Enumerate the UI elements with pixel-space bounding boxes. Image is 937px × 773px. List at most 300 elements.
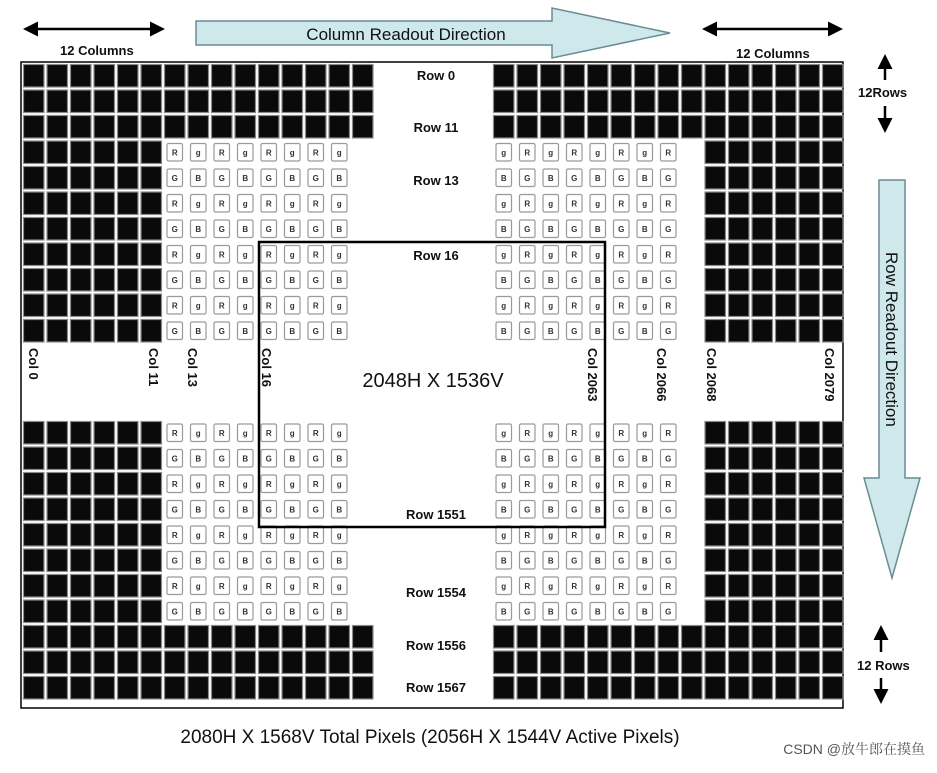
dark-pixel: [752, 294, 773, 317]
dark-pixel: [729, 192, 750, 215]
bayer-pixel-label: R: [171, 581, 178, 591]
dark-pixel: [517, 65, 538, 88]
bayer-pixel-label: R: [665, 301, 672, 311]
bayer-pixel-label: g: [642, 581, 648, 591]
dark-pixel: [47, 90, 68, 113]
dark-pixel: [776, 677, 797, 700]
dark-pixel: [799, 243, 820, 266]
bayer-pixel-label: G: [265, 173, 272, 183]
dark-pixel: [823, 524, 844, 547]
bayer-pixel-label: G: [171, 326, 178, 336]
dark-pixel: [799, 549, 820, 572]
bayer-pixel-label: G: [524, 224, 531, 234]
dark-pixel: [611, 651, 632, 674]
bayer-pixel-label: g: [336, 530, 342, 540]
dark-pixel: [752, 167, 773, 190]
dark-pixel: [776, 600, 797, 623]
dark-pixel: [47, 498, 68, 521]
dark-pixel: [564, 651, 585, 674]
dark-pixel: [776, 218, 797, 241]
dark-pixel: [564, 116, 585, 139]
bayer-pixel-label: G: [571, 326, 578, 336]
bayer-pixel-label: B: [641, 505, 648, 515]
dark-pixel: [118, 498, 139, 521]
active-window-label: 2048H X 1536V: [362, 370, 504, 392]
dark-pixel: [94, 243, 115, 266]
bayer-pixel-label: G: [665, 505, 672, 515]
bayer-pixel-label: B: [195, 224, 202, 234]
bayer-pixel-label: G: [571, 173, 578, 183]
dark-pixel: [682, 116, 703, 139]
bayer-pixel-label: R: [218, 301, 225, 311]
dark-pixel: [71, 320, 92, 343]
dark-pixel: [752, 524, 773, 547]
dark-pixel: [118, 447, 139, 470]
bayer-pixel-label: g: [242, 479, 248, 489]
dark-pixel: [118, 65, 139, 88]
bayer-pixel-label: B: [336, 326, 343, 336]
bayer-pixel-label: G: [618, 607, 625, 617]
dark-pixel: [141, 167, 162, 190]
bayer-pixel-label: g: [501, 428, 507, 438]
bayer-pixel-label: g: [242, 581, 248, 591]
bayer-pixel-label: G: [171, 224, 178, 234]
dark-pixel: [799, 651, 820, 674]
bayer-pixel-label: B: [336, 173, 343, 183]
bayer-pixel-label: g: [642, 479, 648, 489]
bayer-pixel-label: g: [242, 199, 248, 209]
bayer-pixel-label: G: [665, 454, 672, 464]
dark-pixel: [141, 626, 162, 649]
dark-pixel: [94, 218, 115, 241]
bayer-pixel-label: G: [571, 607, 578, 617]
bayer-pixel-label: g: [501, 301, 507, 311]
dark-pixel: [799, 320, 820, 343]
dark-pixel: [282, 65, 303, 88]
dark-pixel: [24, 575, 45, 598]
dark-pixel: [94, 473, 115, 496]
dark-pixel: [118, 575, 139, 598]
bayer-pixel-label: g: [548, 199, 554, 209]
bayer-pixel-label: R: [171, 250, 178, 260]
dark-pixel: [823, 447, 844, 470]
dark-pixel: [118, 141, 139, 164]
dark-pixel: [729, 626, 750, 649]
bayer-pixel-label: G: [312, 224, 319, 234]
dark-pixel: [776, 116, 797, 139]
bayer-pixel-label: R: [571, 148, 578, 158]
bayer-pixel-label: B: [289, 556, 296, 566]
dark-pixel: [141, 243, 162, 266]
bayer-pixel-label: G: [571, 454, 578, 464]
bayer-pixel-label: B: [336, 607, 343, 617]
dark-pixel: [306, 677, 327, 700]
dark-pixel: [47, 549, 68, 572]
bayer-pixel-label: g: [595, 530, 601, 540]
dark-pixel: [705, 192, 726, 215]
dark-pixel: [47, 116, 68, 139]
bayer-pixel-label: B: [289, 326, 296, 336]
dark-pixel: [47, 192, 68, 215]
dark-pixel: [353, 65, 374, 88]
dark-pixel: [776, 90, 797, 113]
dark-pixel: [705, 320, 726, 343]
dark-pixel: [47, 651, 68, 674]
bayer-pixel-label: R: [524, 250, 531, 260]
bayer-pixel-label: g: [195, 250, 201, 260]
dark-pixel: [212, 677, 233, 700]
dark-pixel: [776, 294, 797, 317]
dark-pixel: [494, 90, 515, 113]
dark-pixel: [705, 575, 726, 598]
bayer-pixel-label: g: [336, 250, 342, 260]
dark-pixel: [71, 524, 92, 547]
dark-pixel: [306, 626, 327, 649]
dark-pixel: [188, 651, 209, 674]
dark-pixel: [752, 320, 773, 343]
dark-pixel: [541, 677, 562, 700]
bayer-pixel-label: g: [336, 428, 342, 438]
dark-pixel: [24, 651, 45, 674]
bayer-pixel-label: R: [524, 428, 531, 438]
bayer-pixel-label: B: [547, 607, 554, 617]
dark-pixel: [71, 498, 92, 521]
bayer-pixel-label: g: [548, 250, 554, 260]
bayer-pixel-label: G: [312, 454, 319, 464]
row-1551-label: Row 1551: [406, 507, 466, 522]
row-11-label: Row 11: [413, 120, 459, 135]
bayer-pixel-label: G: [524, 505, 531, 515]
dark-pixel: [282, 677, 303, 700]
dark-pixel: [752, 116, 773, 139]
dark-pixel: [47, 677, 68, 700]
bayer-pixel-label: G: [665, 275, 672, 285]
dark-pixel: [588, 90, 609, 113]
dark-pixel: [188, 677, 209, 700]
dark-pixel: [306, 116, 327, 139]
dark-pixel: [47, 243, 68, 266]
bayer-pixel-label: R: [312, 148, 319, 158]
dark-pixel: [47, 447, 68, 470]
bayer-pixel-label: R: [571, 199, 578, 209]
dark-pixel: [635, 116, 656, 139]
dark-pixel: [71, 626, 92, 649]
dark-pixel: [799, 473, 820, 496]
dark-pixel: [729, 116, 750, 139]
dark-pixel: [259, 677, 280, 700]
dark-pixel: [635, 626, 656, 649]
bayer-pixel-label: g: [336, 148, 342, 158]
dark-pixel: [682, 651, 703, 674]
dark-pixel: [517, 116, 538, 139]
bayer-pixel-label: B: [195, 607, 202, 617]
dark-pixel: [729, 218, 750, 241]
dark-pixel: [329, 651, 350, 674]
dark-pixel: [729, 677, 750, 700]
bayer-pixel-label: R: [524, 479, 531, 489]
bayer-pixel-label: B: [594, 454, 601, 464]
dark-pixel: [329, 677, 350, 700]
dark-pixel: [24, 677, 45, 700]
dark-pixel: [705, 116, 726, 139]
dark-pixel: [823, 90, 844, 113]
dark-pixel: [94, 447, 115, 470]
dark-pixel: [705, 524, 726, 547]
bayer-pixel-label: R: [265, 250, 272, 260]
dark-pixel: [94, 294, 115, 317]
dark-pixel: [94, 575, 115, 598]
bayer-pixel-label: g: [242, 148, 248, 158]
dark-pixel: [752, 626, 773, 649]
bayer-pixel-label: G: [524, 454, 531, 464]
bayer-pixel-label: R: [571, 479, 578, 489]
dark-pixel: [47, 320, 68, 343]
dark-pixel: [776, 498, 797, 521]
bayer-pixel-label: R: [218, 479, 225, 489]
dark-pixel: [71, 651, 92, 674]
bayer-pixel-label: G: [171, 173, 178, 183]
dark-pixel: [141, 320, 162, 343]
bayer-pixel-label: g: [289, 428, 295, 438]
bayer-pixel-label: G: [618, 326, 625, 336]
bayer-pixel-label: g: [289, 479, 295, 489]
dark-pixel: [611, 626, 632, 649]
twelve-rows-bottom-label: 12 Rows: [857, 658, 910, 673]
dark-pixel: [24, 498, 45, 521]
dark-pixel: [799, 422, 820, 445]
row-1567-label: Row 1567: [406, 680, 466, 695]
dark-pixel: [823, 575, 844, 598]
watermark-text: CSDN @放牛郎在摸鱼: [783, 741, 925, 757]
dark-pixel: [71, 549, 92, 572]
dark-pixel: [541, 65, 562, 88]
bayer-pixel-label: B: [500, 224, 507, 234]
dark-pixel: [799, 218, 820, 241]
dark-pixel: [165, 65, 186, 88]
dark-pixel: [823, 473, 844, 496]
dark-pixel: [235, 651, 256, 674]
dark-pixel: [47, 269, 68, 292]
bayer-pixel-label: B: [500, 275, 507, 285]
bayer-pixel-label: g: [548, 428, 554, 438]
dark-pixel: [564, 677, 585, 700]
bayer-pixel-label: G: [312, 505, 319, 515]
bayer-pixel-label: G: [265, 326, 272, 336]
bayer-pixel-label: g: [336, 301, 342, 311]
dark-pixel: [729, 549, 750, 572]
bayer-pixel-label: g: [595, 479, 601, 489]
dark-pixel: [71, 294, 92, 317]
dark-pixel: [71, 90, 92, 113]
dark-pixel: [776, 575, 797, 598]
dark-pixel: [141, 600, 162, 623]
dark-pixel: [799, 90, 820, 113]
bayer-pixel-label: R: [312, 581, 319, 591]
dark-pixel: [705, 498, 726, 521]
bayer-pixel-label: R: [312, 301, 319, 311]
bayer-pixel-label: R: [312, 428, 319, 438]
bayer-pixel-label: g: [642, 428, 648, 438]
dark-pixel: [24, 65, 45, 88]
bayer-pixel-label: g: [195, 301, 201, 311]
dark-pixel: [212, 116, 233, 139]
dark-pixel: [118, 524, 139, 547]
dark-pixel: [705, 422, 726, 445]
dark-pixel: [823, 116, 844, 139]
dark-pixel: [823, 141, 844, 164]
bayer-pixel-label: R: [618, 581, 625, 591]
dark-pixel: [658, 65, 679, 88]
bayer-pixel-label: g: [195, 148, 201, 158]
col-13-label: Col 13: [185, 348, 200, 388]
dark-pixel: [353, 626, 374, 649]
bayer-pixel-label: g: [548, 479, 554, 489]
bayer-pixel-label: B: [500, 454, 507, 464]
dark-pixel: [776, 65, 797, 88]
dark-pixel: [823, 320, 844, 343]
bayer-pixel-label: B: [500, 505, 507, 515]
col-2063-label: Col 2063: [585, 348, 600, 402]
dark-pixel: [141, 116, 162, 139]
dark-pixel: [564, 65, 585, 88]
dark-pixel: [24, 473, 45, 496]
bayer-pixel-label: B: [547, 505, 554, 515]
dark-pixel: [752, 447, 773, 470]
dark-pixel: [776, 473, 797, 496]
bayer-pixel-label: g: [336, 479, 342, 489]
bayer-pixel-label: R: [665, 250, 672, 260]
bayer-pixel-label: R: [171, 428, 178, 438]
col-2079-label: Col 2079: [822, 348, 837, 402]
dark-pixel: [799, 626, 820, 649]
dark-pixel: [24, 320, 45, 343]
dark-pixel: [141, 549, 162, 572]
bayer-pixel-label: g: [501, 530, 507, 540]
dark-pixel: [611, 116, 632, 139]
dark-pixel: [588, 65, 609, 88]
dark-pixel: [705, 600, 726, 623]
dark-pixel: [799, 575, 820, 598]
dark-pixel: [353, 651, 374, 674]
bayer-pixel-label: G: [218, 607, 225, 617]
dark-pixel: [118, 549, 139, 572]
dark-pixel: [94, 600, 115, 623]
dark-pixel: [212, 626, 233, 649]
bayer-pixel-label: B: [242, 505, 249, 515]
dark-pixel: [24, 116, 45, 139]
bayer-pixel-label: B: [547, 556, 554, 566]
bayer-pixel-label: B: [641, 454, 648, 464]
bayer-pixel-label: g: [642, 530, 648, 540]
bayer-pixel-label: g: [548, 148, 554, 158]
bayer-pixel-label: B: [289, 224, 296, 234]
dark-pixel: [588, 651, 609, 674]
dark-pixel: [47, 422, 68, 445]
bayer-pixel-label: G: [218, 224, 225, 234]
dark-pixel: [541, 116, 562, 139]
dark-pixel: [752, 600, 773, 623]
dark-pixel: [729, 269, 750, 292]
dark-pixel: [118, 167, 139, 190]
bayer-pixel-label: R: [571, 581, 578, 591]
dark-pixel: [564, 626, 585, 649]
col-11-label: Col 11: [146, 348, 161, 387]
dark-pixel: [729, 600, 750, 623]
bayer-pixel-label: G: [265, 556, 272, 566]
bayer-pixel-label: B: [594, 173, 601, 183]
bayer-pixel-label: g: [501, 250, 507, 260]
bayer-pixel-label: G: [618, 275, 625, 285]
dark-pixel: [94, 65, 115, 88]
dark-pixel: [141, 192, 162, 215]
dark-pixel: [658, 116, 679, 139]
dark-pixel: [24, 626, 45, 649]
bayer-pixel-label: g: [548, 301, 554, 311]
dark-pixel: [494, 116, 515, 139]
dark-pixel: [118, 677, 139, 700]
dark-pixel: [729, 498, 750, 521]
dark-pixel: [823, 294, 844, 317]
bayer-pixel-label: g: [195, 530, 201, 540]
dark-pixel: [823, 243, 844, 266]
bayer-pixel-label: B: [195, 173, 202, 183]
dark-pixel: [188, 65, 209, 88]
dark-pixel: [588, 116, 609, 139]
bayer-pixel-label: G: [571, 275, 578, 285]
dark-pixel: [212, 651, 233, 674]
bayer-pixel-label: B: [641, 556, 648, 566]
dark-pixel: [705, 269, 726, 292]
bayer-pixel-label: R: [218, 148, 225, 158]
bayer-pixel-label: R: [571, 250, 578, 260]
dark-pixel: [141, 498, 162, 521]
dark-pixel: [165, 626, 186, 649]
bayer-pixel-label: G: [665, 326, 672, 336]
dark-pixel: [705, 447, 726, 470]
dark-pixel: [94, 90, 115, 113]
dark-pixel: [47, 65, 68, 88]
dark-pixel: [306, 65, 327, 88]
dark-pixel: [94, 320, 115, 343]
bayer-pixel-label: R: [665, 199, 672, 209]
dark-pixel: [823, 626, 844, 649]
dark-pixel: [752, 192, 773, 215]
dark-pixel: [118, 243, 139, 266]
dark-pixel: [47, 575, 68, 598]
bayer-pixel-label: G: [665, 224, 672, 234]
dark-pixel: [823, 498, 844, 521]
bayer-pixel-label: R: [618, 301, 625, 311]
dark-pixel: [118, 116, 139, 139]
bayer-pixel-label: B: [336, 224, 343, 234]
column-readout-label: Column Readout Direction: [306, 25, 506, 44]
bayer-pixel-label: R: [171, 301, 178, 311]
bayer-pixel-label: g: [595, 148, 601, 158]
dark-pixel: [306, 651, 327, 674]
bayer-pixel-label: B: [195, 505, 202, 515]
dark-pixel: [823, 549, 844, 572]
dark-pixel: [71, 141, 92, 164]
dark-pixel: [47, 294, 68, 317]
dark-pixel: [635, 677, 656, 700]
dark-pixel: [729, 243, 750, 266]
dark-pixel: [118, 192, 139, 215]
dark-pixel: [259, 65, 280, 88]
bayer-pixel-label: G: [665, 556, 672, 566]
bayer-pixel-label: G: [618, 454, 625, 464]
dark-pixel: [729, 651, 750, 674]
dark-pixel: [752, 243, 773, 266]
